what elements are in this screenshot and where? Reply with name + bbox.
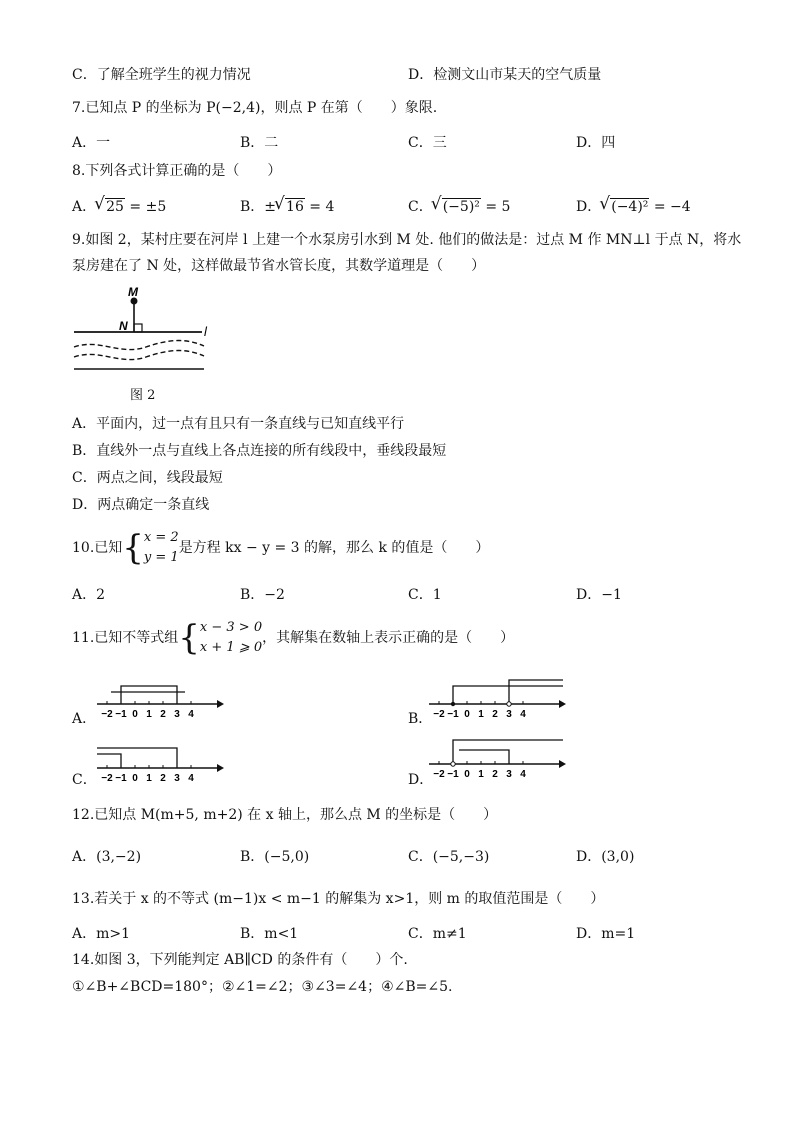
label-n: N: [119, 319, 128, 333]
tick-label: 1: [478, 709, 484, 720]
tick-label: 0: [132, 709, 138, 720]
q9-option-a: A．平面内，过一点有且只有一条直线与已知直线平行: [72, 416, 405, 432]
tick-label: −1: [115, 773, 127, 784]
tick-label: 0: [464, 709, 470, 720]
q9-option-b: B．直线外一点与直线上各点连接的所有线段中，垂线段最短: [72, 443, 447, 459]
tick-label: 4: [520, 709, 526, 720]
q9-stem-line1: 9.如图 2，某村庄要在河岸 l 上建一个水泵房引水到 M 处. 他们的做法是：过点 M 作 MN⊥l 于点 N，将水: [72, 232, 742, 248]
q6-option-d: D．检测文山市某天的空气质量: [408, 67, 602, 83]
tick-label: 4: [188, 709, 194, 720]
q11-option-a-label: A．: [72, 711, 97, 727]
q12-option-c: C．(−5,−3): [408, 849, 490, 865]
tick-label: 0: [132, 773, 138, 784]
arrow-head: [217, 700, 224, 708]
tick-label: 3: [506, 709, 512, 720]
q7-option-c: C．三: [408, 135, 447, 151]
q13-option-b: B．m<1: [240, 926, 299, 942]
tick-label: 2: [160, 773, 166, 784]
q10-option-b: B．−2: [240, 587, 285, 603]
tick-label: −1: [447, 769, 459, 780]
sqrt-symbol: √ (−5)²: [433, 198, 481, 216]
q11-number-line-b: [427, 676, 567, 722]
q8-option-a: A．√ 25 = ±5: [72, 198, 166, 216]
arrow-head: [217, 764, 224, 772]
q11-number-line-a: [95, 676, 225, 722]
q7-option-a: A．一: [72, 135, 111, 151]
q9-figure-caption: 图 2: [130, 388, 156, 403]
tick-label: −1: [115, 709, 127, 720]
q10-option-a: A．2: [72, 587, 106, 603]
sqrt-symbol: √ 16: [276, 198, 305, 216]
q12-stem: 12.已知点 M(m+5, m+2) 在 x 轴上，那么点 M 的坐标是（ ）: [72, 807, 498, 823]
arrow-head: [559, 760, 566, 768]
tick-label: 3: [506, 769, 512, 780]
q11-number-line-c: [95, 740, 225, 786]
tick-label: 1: [478, 769, 484, 780]
q12-option-d: D．(3,0): [576, 849, 635, 865]
sqrt-symbol: √ 25: [96, 198, 125, 216]
tick-label: 1: [146, 709, 152, 720]
tick-label: −2: [433, 769, 445, 780]
q8-stem: 8.下列各式计算正确的是（ ）: [72, 163, 282, 179]
label-m: M: [128, 285, 138, 299]
q10-option-d: D．−1: [576, 587, 622, 603]
q7-option-d: D．四: [576, 135, 616, 151]
q9-stem-line2: 泵房建在了 N 处，这样做最节省水管长度，其数学道理是（ ）: [72, 258, 486, 274]
q11-option-b-label: B．: [408, 711, 433, 727]
tick-label: 2: [160, 709, 166, 720]
tick-label: 3: [174, 709, 180, 720]
q12-option-b: B．(−5,0): [240, 849, 310, 865]
q9-figure-river: [70, 284, 220, 376]
sqrt-symbol: √ (−4)²: [601, 198, 649, 216]
tick-label: −2: [433, 709, 445, 720]
q11-number-line-d: [427, 736, 567, 784]
q9-option-c: C．两点之间，线段最短: [72, 470, 223, 486]
q11-stem: 11.已知不等式组{x − 3 > 0 x + 1 ⩾ 0，其解集在数轴上表示正确的是（ ）: [72, 618, 515, 658]
tick-label: 2: [492, 769, 498, 780]
tick-label: −2: [101, 709, 113, 720]
tick-label: 1: [146, 773, 152, 784]
q8-option-d: D．√ (−4)² = −4: [576, 198, 691, 216]
q11-option-d-label: D．: [408, 772, 434, 788]
q6-option-c: C．了解全班学生的视力情况: [72, 67, 251, 83]
q10-stem: 10.已知{x = 2 y = 1是方程 kx − y = 3 的解，那么 k 的值是（ ）: [72, 528, 490, 568]
q13-option-a: A．m>1: [72, 926, 131, 942]
q14-conditions: ①∠B+∠BCD=180°；②∠1=∠2；③∠3=∠4；④∠B=∠5.: [72, 979, 453, 995]
right-angle-mark: [134, 324, 142, 332]
tick-label: −2: [101, 773, 113, 784]
tick-label: 4: [520, 769, 526, 780]
q13-option-d: D．m=1: [576, 926, 636, 942]
label-l: l: [204, 324, 207, 339]
q8-option-c: C．√ (−5)² = 5: [408, 198, 510, 216]
q7-option-b: B．二: [240, 135, 279, 151]
arrow-head: [559, 700, 566, 708]
q11-option-c-label: C．: [72, 772, 97, 788]
q13-option-c: C．m≠1: [408, 926, 467, 942]
tick-label: 0: [464, 769, 470, 780]
q12-option-a: A．(3,−2): [72, 849, 142, 865]
tick-label: −1: [447, 709, 459, 720]
q7-stem: 7.已知点 P 的坐标为 P(−2,4)，则点 P 在第（ ）象限.: [72, 100, 438, 116]
q10-option-c: C．1: [408, 587, 442, 603]
tick-label: 2: [492, 709, 498, 720]
q14-stem: 14.如图 3，下列能判定 AB∥CD 的条件有（ ）个.: [72, 952, 408, 968]
q13-stem: 13.若关于 x 的不等式 (m−1)x < m−1 的解集为 x>1，则 m 的取值范围是（ ）: [72, 891, 605, 907]
tick-label: 3: [174, 773, 180, 784]
q8-option-b: B．±√ 16 = 4: [240, 198, 334, 216]
tick-label: 4: [188, 773, 194, 784]
q9-option-d: D．两点确定一条直线: [72, 497, 210, 513]
